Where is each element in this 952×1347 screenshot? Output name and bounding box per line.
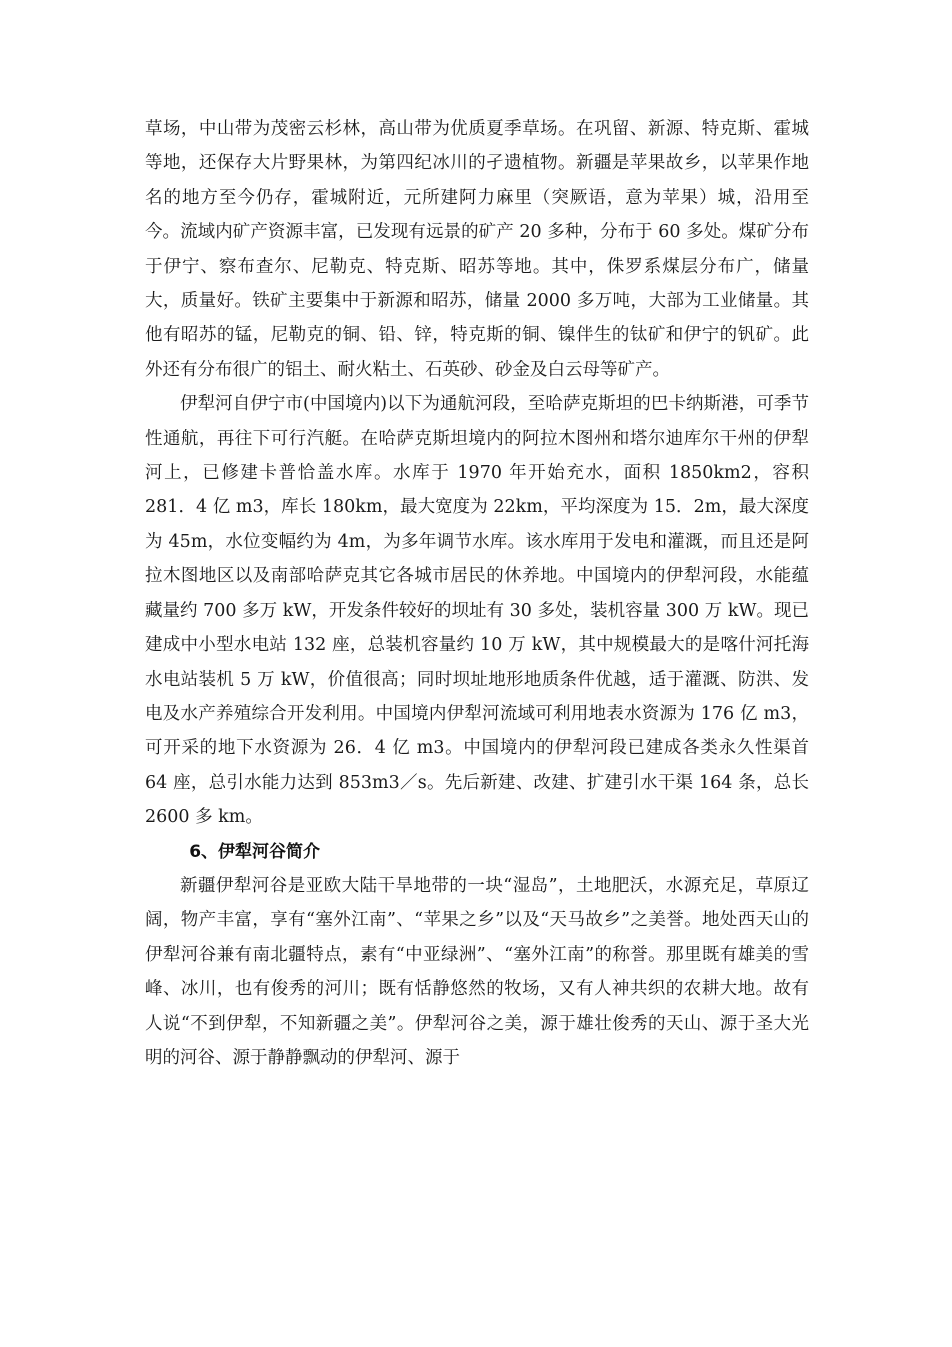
paragraph-navigation-hydropower: 伊犁河自伊宁市(中国境内)以下为通航河段，至哈萨克斯坦的巴卡纳斯港，可季节性通航，再往下可行汽艇。在哈萨克斯坦境内的阿拉木图州和塔尔迪库尔干州的伊犁河上，已修建卡普恰盖水库。水库于 1970 年开始充水，面积 1850km2，容积 281．4 亿 m3，库长 180km，最大宽度为 22km，平均深度为 15．2m，最大深度为 45m，水位变幅约为 4m，为多年调节水库。该水库用于发电和灌溉，而且还是阿拉木图地区以及南部哈萨克其它各城市居民的休养地。中国境内的伊犁河段，水能蕴藏量约 700 多万 kW，开发条件较好的坝址有 30 多处，装机容量 300 万 kW。现已建成中小型水电站 132 座，总装机容量约 10 万 kW，其中规模最大的是喀什河托海水电站装机 5 万 kW，价值很高；同时坝址地形地质条件优越，适于灌溉、防洪、发电及水产养殖综合开发利用。中国境内伊犁河流域可利用地表水资源为 176 亿 m3，可开采的地下水资源为 26．4 亿 m3。中国境内的伊犁河段已建成各类永久性渠首 64 座，总引水能力达到 853m3／s。先后新建、改建、扩建引水干渠 164 条，总长 2600 多 km。 [145, 394, 809, 828]
document-body [145, 112, 809, 1075]
section-heading: 6、伊犁河谷简介 [189, 841, 321, 862]
paragraph-minerals: 草场，中山带为茂密云杉林，高山带为优质夏季草场。在巩留、新源、特克斯、霍城等地，还保存大片野果林，为第四纪冰川的孑遗植物。新疆是苹果故乡，以苹果作地名的地方至今仍存，霍城附近，元所建阿力麻里（突厥语，意为苹果）城，沿用至今。流域内矿产资源丰富，已发现有远景的矿产 20 多种，分布于 60 多处。煤矿分布于伊宁、察布查尔、尼勒克、特克斯、昭苏等地。其中，侏罗系煤层分布广，储量大，质量好。铁矿主要集中于新源和昭苏，储量 2000 多万吨，大部为工业储量。其他有昭苏的锰，尼勒克的铜、铅、锌，特克斯的铜、镍伴生的钛矿和伊宁的钒矿。此外还有分布很广的铝土、耐火粘土、石英砂、砂金及白云母等矿产。 [145, 119, 809, 380]
paragraph-valley-intro: 新疆伊犁河谷是亚欧大陆干旱地带的一块“湿岛”，土地肥沃，水源充足，草原辽阔，物产丰富，享有“塞外江南”、“苹果之乡”以及“天马故乡”之美誉。地处西天山的伊犁河谷兼有南北疆特点，素有“中亚绿洲”、“塞外江南”的称誉。那里既有雄美的雪峰、冰川，也有俊秀的河川；既有恬静悠然的牧场，又有人神共织的农耕大地。故有人说“不到伊犁，不知新疆之美”。伊犁河谷之美，源于雄壮俊秀的天山、源于圣大光明的河谷、源于静静飘动的伊犁河、源于 [145, 875, 809, 1068]
